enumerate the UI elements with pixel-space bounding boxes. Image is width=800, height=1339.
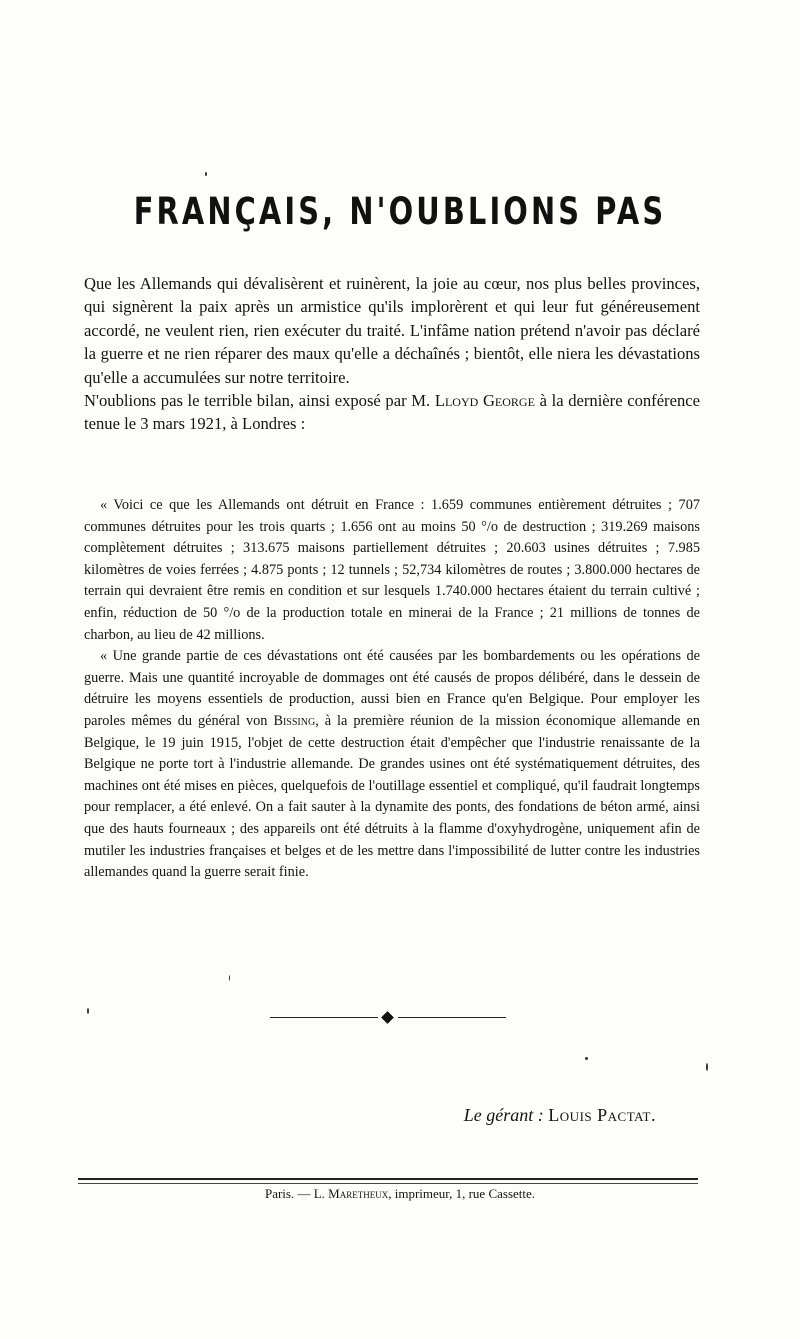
quotation [84,495,700,884]
paragraph [84,389,700,436]
page-title: FRANÇAIS, N'OUBLIONS PAS [133,190,667,233]
paper-speck [706,1063,708,1071]
quote-text: « Voici ce que les Allemands ont détruit en France : 1.659 communes entièrement détruites ; 707 communes détruites pour les trois quarts ; 1.656 ont au moins 50 °/o de destruction ; 319.269 maisons complètement détruites ; 313.675 maisons partiellement détruites ; 20.603 usines détruites ; 7.985 kilomètres de voies ferrées ; 4.875 ponts ; 12 tunnels ; 52,734 kilomètres de routes ; 3.800.000 hectares de terrain qui devraient être remis en condition et sur lesquels 1.740.000 hectares étaient du terrain cultivé ; enfin, réduction de 50 °/o de la production totale en minerai de la France ; 21 millions de tonnes de charbon, au lieu de 42 millions. [84,497,700,643]
quote-text: « Une grande partie de ces dévastations ont été causées par les bombardements ou les opérations de guerre. Mais une quantité incroyable de dommages ont été causés de propos délibéré, dans le dessein de détruire les moyens essentiels de production, aussi bien en France qu'en Belgique. Pour employer les paroles mêmes du général von [84,648,700,729]
paragraph [84,272,700,389]
paragraph-text: Que les Allemands qui dévalisèrent et ruinèrent, la joie au cœur, nos plus belles provinces, qui signèrent la paix après un armistice qu'ils implorèrent et qui leur fut généreusement accordé, ne veulent rien, rien exécuter du traité. L'infâme nation prétend n'avoir pas déclaré la guerre et ne rien réparer des maux qu'elle a déchaînés ; bientôt, elle niera les dévastations qu'elle a accumulées sur notre territoire. [84,274,700,387]
paragraph-text: à la dernière conférence tenue le 3 mars 1921, à Londres : [84,391,700,434]
imprint-text: , imprimeur, 1, rue Cassette. [388,1186,536,1201]
paragraph-text: N'oublions pas le terrible bilan, ainsi exposé par M. [84,391,435,411]
signature-label: Le gérant : [463,1105,549,1125]
diamond-ornament-icon [381,1011,394,1024]
person-name: Lloyd George [434,391,535,411]
divider-line-left [270,1017,378,1018]
imprint-text: Paris. — L. [264,1186,329,1201]
divider-line-right [398,1017,506,1018]
paper-speck [585,1057,588,1060]
paper-speck [229,975,230,981]
quote-paragraph [84,646,700,884]
printer-name: Maretheux [328,1186,389,1201]
section-divider [270,1012,506,1024]
quote-text: , à la première réunion de la mission économique allemande en Belgique, le 19 juin 1915, l'objet de cette destruction était d'empêcher que l'industrie renaissante de la Belgique ne porte tort à l'industrie allemande. De grandes usines ont été systématiquement détruites, des machines ont été mises en pièces, quelquefois de l'outillage essentiel et compliqué, qu'il faudrait longtemps pour remplacer, a été enlevé. On a fait sauter à la dynamite des ponts, des fondations de béton armé, ainsi que des hauts fourneaux ; des appareils ont été détruits à la flamme d'oxyhydrogène, uniquement afin de mutiler les industries françaises et belges et de les mettre dans l'impossibilité de lutter contre les industries allemandes quand la guerre serait finie. [84,712,700,881]
signature-name: Louis Pactat. [548,1105,656,1125]
quote-paragraph [84,495,700,646]
footer-rule-thin [78,1183,698,1184]
paper-speck [87,1008,89,1014]
printer-imprint [0,1186,800,1202]
paper-speck [205,172,207,176]
introduction [84,272,700,436]
person-name: Bissing [273,712,316,729]
signature [300,1105,656,1126]
footer-rule [78,1178,698,1180]
